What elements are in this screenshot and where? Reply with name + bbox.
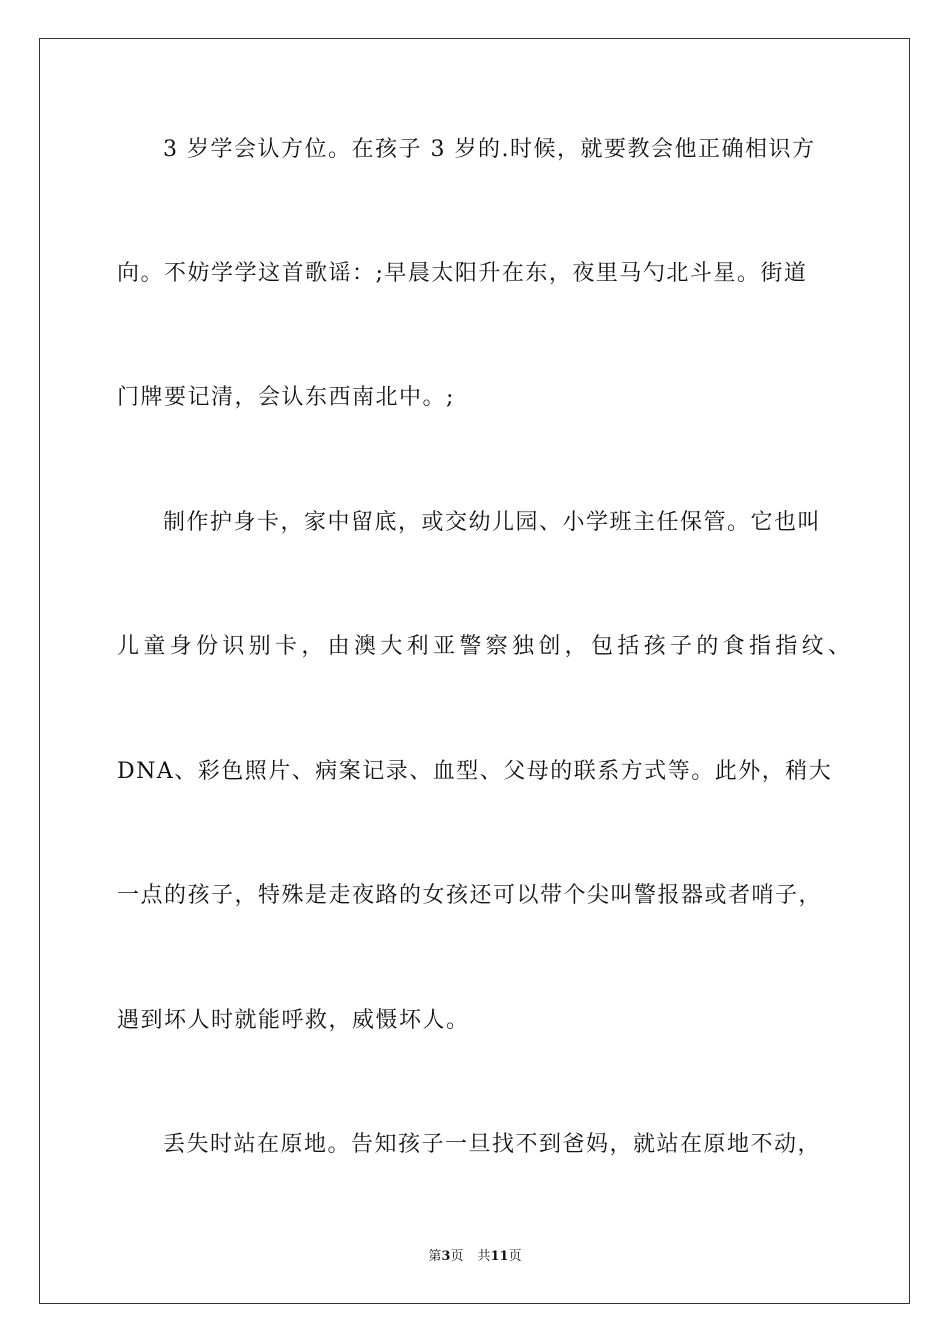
paragraph-2-line-5: 遇到坏人时就能呼救，威慑坏人。 bbox=[117, 1008, 470, 1033]
paragraph-2-line-3: DNA、彩色照片、病案记录、血型、父母的联系方式等。此外，稍大 bbox=[117, 759, 833, 784]
total-suffix: 页 bbox=[508, 1249, 522, 1264]
paragraph-2-line-4: 一点的孩子，特殊是走夜路的女孩还可以带个尖叫警报器或者哨子， bbox=[117, 883, 823, 908]
total-prefix: 共 bbox=[477, 1249, 491, 1264]
page-footer bbox=[0, 1248, 950, 1266]
paragraph-1-line-3: 门牌要记清，会认东西南北中。; bbox=[117, 385, 455, 410]
paragraph-1-line-2: 向。不妨学学这首歌谣：;早晨太阳升在东，夜里马勺北斗星。街道 bbox=[117, 261, 808, 286]
page-number: 3 bbox=[441, 1249, 451, 1264]
paragraph-2-line-2: 儿童身份识别卡，由澳大利亚警察独创，包括孩子的食指指纹、 bbox=[117, 634, 850, 659]
paragraph-1-line-1: 3 岁学会认方位。在孩子 3 岁的.时候，就要教会他正确相识方 bbox=[163, 137, 816, 162]
paragraph-2-line-1: 制作护身卡，家中留底，或交幼儿园、小学班主任保管。它也叫 bbox=[163, 510, 822, 535]
page-suffix: 页 bbox=[450, 1249, 464, 1264]
paragraph-3-line-1: 丢失时站在原地。告知孩子一旦找不到爸妈，就站在原地不动， bbox=[163, 1132, 822, 1157]
page-prefix: 第 bbox=[428, 1249, 442, 1264]
page-border bbox=[39, 38, 910, 1304]
total-pages: 11 bbox=[490, 1249, 509, 1264]
